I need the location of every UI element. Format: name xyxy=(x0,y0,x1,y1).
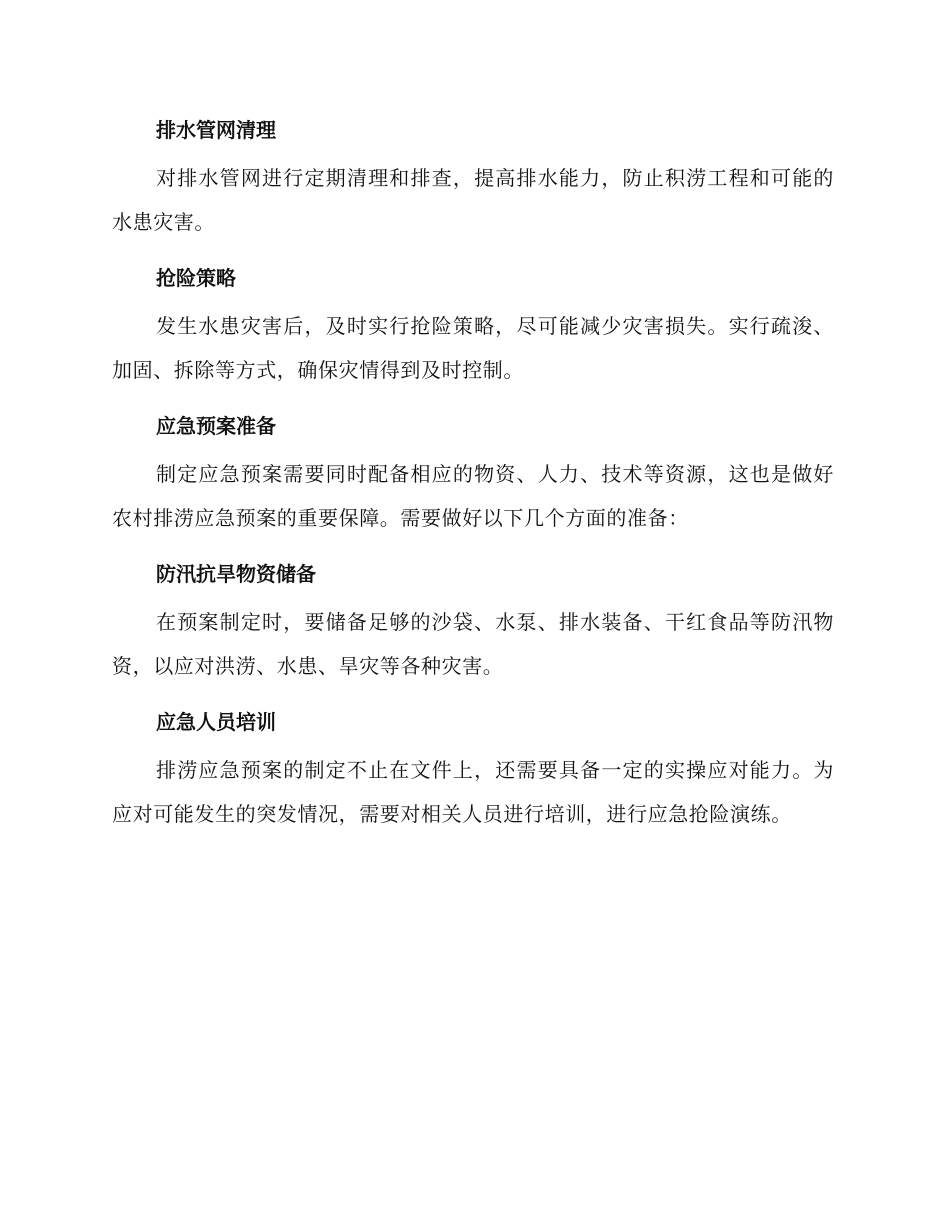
section-heading-emergency-plan-prep: 应急预案准备 xyxy=(156,414,276,438)
section-heading-rescue-strategy: 抢险策略 xyxy=(156,266,236,290)
section-heading-staff-training: 应急人员培训 xyxy=(156,710,276,734)
section-paragraph-staff-training: 排涝应急预案的制定不止在文件上，还需要具备一定的实操应对能力。为应对可能发生的突发情况，需要对相关人员进行培训，进行应急抢险演练。 xyxy=(112,758,834,826)
section-paragraph-rescue-strategy: 发生水患灾害后，及时实行抢险策略，尽可能减少灾害损失。实行疏浚、加固、拆除等方式，确保灾情得到及时控制。 xyxy=(112,314,834,382)
section-paragraph-drainage-cleanup: 对排水管网进行定期清理和排查，提高排水能力，防止积涝工程和可能的水患灾害。 xyxy=(112,166,834,234)
section-paragraph-emergency-plan-prep: 制定应急预案需要同时配备相应的物资、人力、技术等资源，这也是做好农村排涝应急预案的重要保障。需要做好以下几个方面的准备： xyxy=(112,462,834,530)
section-heading-drainage-cleanup: 排水管网清理 xyxy=(156,118,276,142)
document-body xyxy=(112,108,834,848)
section-heading-flood-supplies: 防汛抗旱物资储备 xyxy=(156,562,316,586)
section-paragraph-flood-supplies: 在预案制定时，要储备足够的沙袋、水泵、排水装备、干红食品等防汛物资，以应对洪涝、水患、旱灾等各种灾害。 xyxy=(112,610,834,678)
